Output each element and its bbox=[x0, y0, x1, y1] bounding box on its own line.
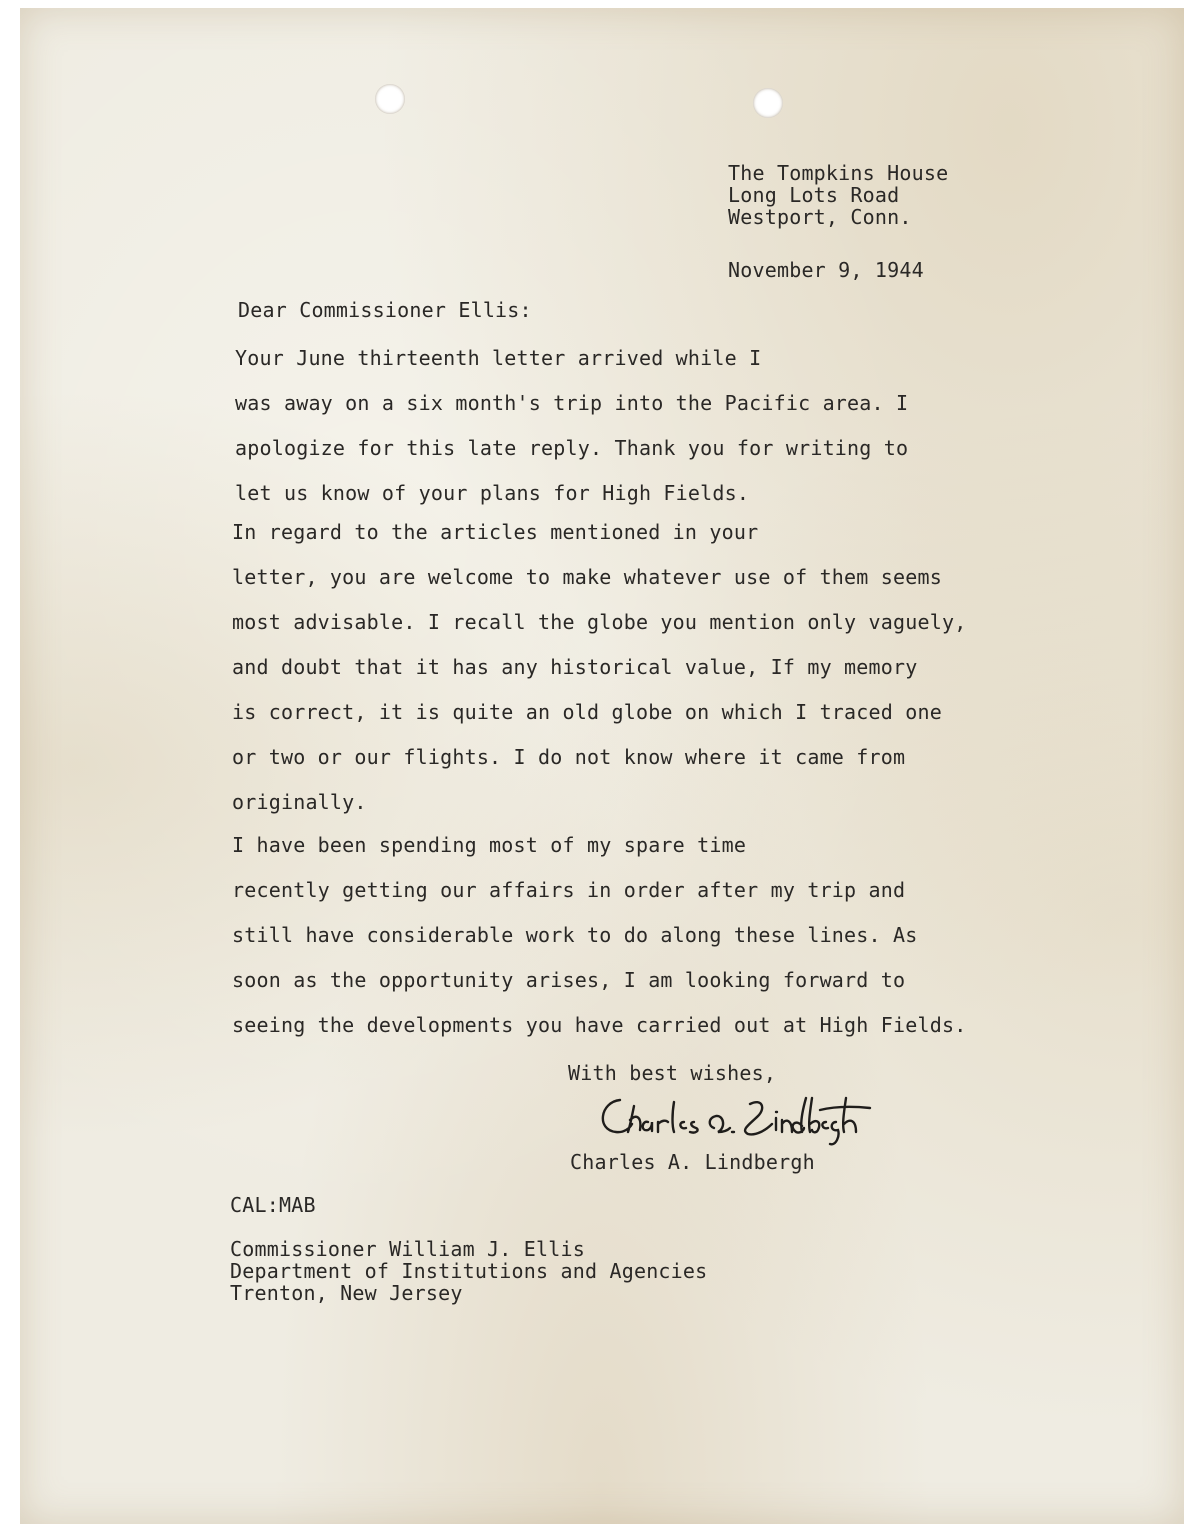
punch-hole bbox=[753, 88, 783, 118]
body-line: seeing the developments you have carried out at High Fields. bbox=[232, 1013, 967, 1037]
closing: With best wishes, bbox=[568, 1061, 777, 1085]
body-line: Your June thirteenth letter arrived while I bbox=[235, 346, 762, 370]
recipient-line: Commissioner William J. Ellis bbox=[230, 1237, 585, 1261]
punch-hole bbox=[375, 84, 405, 114]
paragraph-1 bbox=[235, 336, 908, 516]
recipient-address bbox=[230, 1238, 707, 1304]
address-line: Long Lots Road bbox=[728, 183, 900, 207]
body-line: letter, you are welcome to make whatever use of them seems bbox=[232, 565, 942, 589]
body-line: most advisable. I recall the globe you mention only vaguely, bbox=[232, 610, 967, 634]
signer-name: Charles A. Lindbergh bbox=[570, 1150, 815, 1174]
recipient-line: Trenton, New Jersey bbox=[230, 1281, 463, 1305]
paragraph-3 bbox=[232, 823, 966, 1048]
body-line: soon as the opportunity arises, I am looking forward to bbox=[232, 968, 906, 992]
reference-initials: CAL:MAB bbox=[230, 1193, 316, 1217]
letter-date: November 9, 1944 bbox=[728, 258, 924, 282]
body-line: I have been spending most of my spare time bbox=[232, 833, 747, 857]
recipient-line: Department of Institutions and Agencies bbox=[230, 1259, 708, 1283]
body-line: was away on a six month's trip into the Pacific area. I bbox=[235, 391, 909, 415]
handwritten-signature bbox=[590, 1088, 890, 1148]
salutation: Dear Commissioner Ellis: bbox=[238, 298, 532, 322]
body-line: In regard to the articles mentioned in your bbox=[232, 520, 759, 544]
body-line: apologize for this late reply. Thank you for writing to bbox=[235, 436, 909, 460]
address-line: The Tompkins House bbox=[728, 161, 949, 185]
letter-sheet bbox=[20, 8, 1184, 1524]
body-line: and doubt that it has any historical value, If my memory bbox=[232, 655, 918, 679]
body-line: or two or our flights. I do not know where it came from bbox=[232, 745, 906, 769]
body-line: still have considerable work to do along these lines. As bbox=[232, 923, 918, 947]
body-line: is correct, it is quite an old globe on which I traced one bbox=[232, 700, 942, 724]
body-line: recently getting our affairs in order after my trip and bbox=[232, 878, 906, 902]
sender-address bbox=[728, 162, 948, 228]
address-line: Westport, Conn. bbox=[728, 205, 912, 229]
paragraph-2 bbox=[232, 510, 966, 825]
body-line: originally. bbox=[232, 790, 367, 814]
body-line: let us know of your plans for High Fields. bbox=[235, 481, 750, 505]
